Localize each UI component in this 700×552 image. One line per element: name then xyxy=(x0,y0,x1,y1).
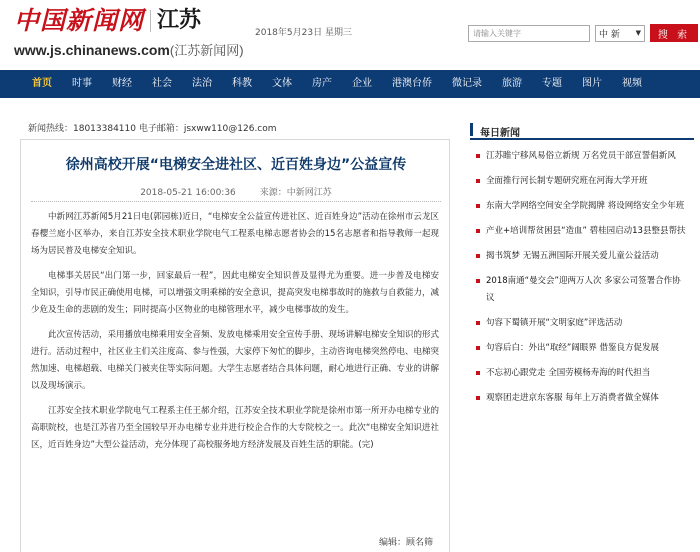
article-source: 来源：中新网江苏 xyxy=(259,188,332,198)
nav-item-topics[interactable]: 专题 xyxy=(542,78,562,89)
list-item[interactable] xyxy=(476,273,686,307)
nav-item-real-estate[interactable]: 房产 xyxy=(312,78,332,89)
bullet-icon xyxy=(476,179,480,183)
news-link[interactable]: 观察团走进京东客服 每年上万消费者做全媒体 xyxy=(486,393,659,403)
search-scope-value: 中 新 xyxy=(599,29,620,40)
site-url xyxy=(14,40,244,59)
chevron-down-icon: ▼ xyxy=(635,29,641,37)
nav-item-culture-sports[interactable]: 文体 xyxy=(272,78,292,89)
news-link[interactable]: 江苏睢宁移风易俗立新规 万名党员干部宣誓倡新风 xyxy=(486,151,676,161)
sidebar-title: 每日新闻 xyxy=(480,128,520,139)
article-divider xyxy=(31,201,441,202)
list-item[interactable] xyxy=(476,173,686,190)
nav-item-home[interactable]: 首页 xyxy=(22,70,62,98)
search-input[interactable]: 请输入关键字 xyxy=(468,25,590,42)
logo-region: 江苏 xyxy=(157,8,202,33)
site-logo[interactable] xyxy=(14,6,201,36)
nav-item-law[interactable]: 法治 xyxy=(192,78,212,89)
article-date: 2018-05-21 16:00:36 xyxy=(140,188,236,198)
sidebar-news-list xyxy=(470,140,694,407)
nav-item-society[interactable]: 社会 xyxy=(152,78,172,89)
search-button[interactable]: 搜 索 xyxy=(650,24,698,42)
nav-item-micro-record[interactable]: 微记录 xyxy=(452,78,482,89)
article-editor: 编辑：顾名筛 xyxy=(378,538,433,548)
article-title: 徐州高校开展“电梯安全进社区、近百姓身边”公益宣传 xyxy=(65,157,407,173)
bullet-icon xyxy=(476,204,480,208)
bullet-icon xyxy=(476,396,480,400)
current-date: 2018年5月23日 星期三 xyxy=(255,28,352,38)
news-link[interactable]: 句容后白：外出“取经”阔眼界 借鉴良方促发展 xyxy=(486,343,660,353)
section-marker xyxy=(470,123,473,136)
news-link[interactable]: 不忘初心跟党走 全国劳模杨寿海的时代担当 xyxy=(486,368,651,378)
article-paragraph: 电梯事关居民“出门第一步，回家最后一程”，因此电梯安全知识普及显得尤为重要。进一步普及电梯安全知识，引导市民正确使用电梯，可以增强文明乘梯的安全意识，提高突发电梯事故时的施救与自救能力，减少危及生命的悲剧的发生；同时提高小区物业的电梯管理水平，减少电梯事故的发生。 xyxy=(31,271,440,315)
nav-item-current-affairs[interactable]: 时事 xyxy=(72,78,92,89)
list-item[interactable] xyxy=(476,365,686,382)
list-item[interactable] xyxy=(476,390,686,407)
nav-item-education[interactable]: 科教 xyxy=(232,78,252,89)
bullet-icon xyxy=(476,279,480,283)
logo-divider xyxy=(150,10,151,32)
site-url-note: (江苏新闻网) xyxy=(169,43,244,58)
main-nav xyxy=(0,70,700,98)
list-item[interactable] xyxy=(476,223,686,240)
list-item[interactable] xyxy=(476,198,686,215)
bullet-icon xyxy=(476,321,480,325)
site-url-domain: www.js.chinanews.com xyxy=(14,42,170,58)
nav-item-hk-macao-taiwan[interactable]: 港澳台侨 xyxy=(392,78,432,89)
news-link[interactable]: 东南大学网络空间安全学院揭牌 将设网络安全少年班 xyxy=(486,201,685,211)
list-item[interactable] xyxy=(476,248,686,265)
bullet-icon xyxy=(476,254,480,258)
news-link[interactable]: 全面推行河长制专题研究班在河海大学开班 xyxy=(486,176,648,186)
nav-item-photos[interactable]: 图片 xyxy=(582,78,602,89)
news-link[interactable]: 产业+培训帮贫困县“造血” 碧桂园启动13县整县帮扶 xyxy=(486,226,686,236)
article-paragraph: 中新网江苏新闻5月21日电(郭园栋)近日，“电梯安全公益宣传进社区、近百姓身边”活动在徐州市云龙区春樱兰庭小区举办，来自江苏安全技术职业学院电气工程系电梯志愿者协会的15名志愿者和指导教师一起现场为居民普及电梯安全知识。 xyxy=(31,212,439,256)
search-scope-select[interactable] xyxy=(595,25,645,42)
article-panel xyxy=(20,139,450,552)
daily-news-sidebar xyxy=(470,121,694,552)
bullet-icon xyxy=(476,371,480,375)
article-meta xyxy=(21,185,451,198)
site-header xyxy=(0,0,700,66)
list-item[interactable] xyxy=(476,340,686,357)
article-body xyxy=(31,209,439,462)
sidebar-header xyxy=(470,121,694,140)
nav-item-video[interactable]: 视频 xyxy=(622,78,642,89)
article-paragraph: 此次宣传活动，采用播放电梯乘用安全音频、发放电梯乘用安全宣传手册、现场讲解电梯安全知识的形式进行。活动过程中，社区业主们关注度高、参与性强，大家停下匆忙的脚步，主动咨询电梯突然停电、电梯突然加速、电梯超载、电梯关门被夹住等实际问题。大学生志愿者结合具体问题，耐心地进行正确、专业的讲解以及现场演示。 xyxy=(31,330,440,391)
article-paragraph: 江苏安全技术职业学院电气工程系主任王郝介绍，江苏安全技术职业学院是徐州市第一所开办电梯专业的高职院校，也是江苏省乃至全国较早开办电梯专业并进行校企合作的大专院校之一。此次“电梯安全知识进社区，近百姓身边”大型公益活动，充分体现了高校服务地方经济发展及百姓生活的职能。(完) xyxy=(31,406,440,450)
news-link[interactable]: 句容下蜀镇开展“文明家庭”评选活动 xyxy=(486,318,623,328)
nav-item-finance[interactable]: 财经 xyxy=(112,78,132,89)
bullet-icon xyxy=(476,346,480,350)
list-item[interactable] xyxy=(476,148,686,165)
bullet-icon xyxy=(476,229,480,233)
bullet-icon xyxy=(476,154,480,158)
nav-item-travel[interactable]: 旅游 xyxy=(502,78,522,89)
nav-item-enterprise[interactable]: 企业 xyxy=(352,78,372,89)
search-bar xyxy=(468,24,698,42)
news-link[interactable]: 揭书筑梦 无锡五洲国际开展关爱儿童公益活动 xyxy=(486,251,659,261)
news-link[interactable]: 2018南通“曼交会”迎两万人次 多家公司签署合作协议 xyxy=(486,276,681,303)
list-item[interactable] xyxy=(476,315,686,332)
news-hotline: 新闻热线：18013384110 电子邮箱：jsxww110@126.com xyxy=(28,124,277,134)
logo-main: 中国新闻网 xyxy=(14,6,145,35)
